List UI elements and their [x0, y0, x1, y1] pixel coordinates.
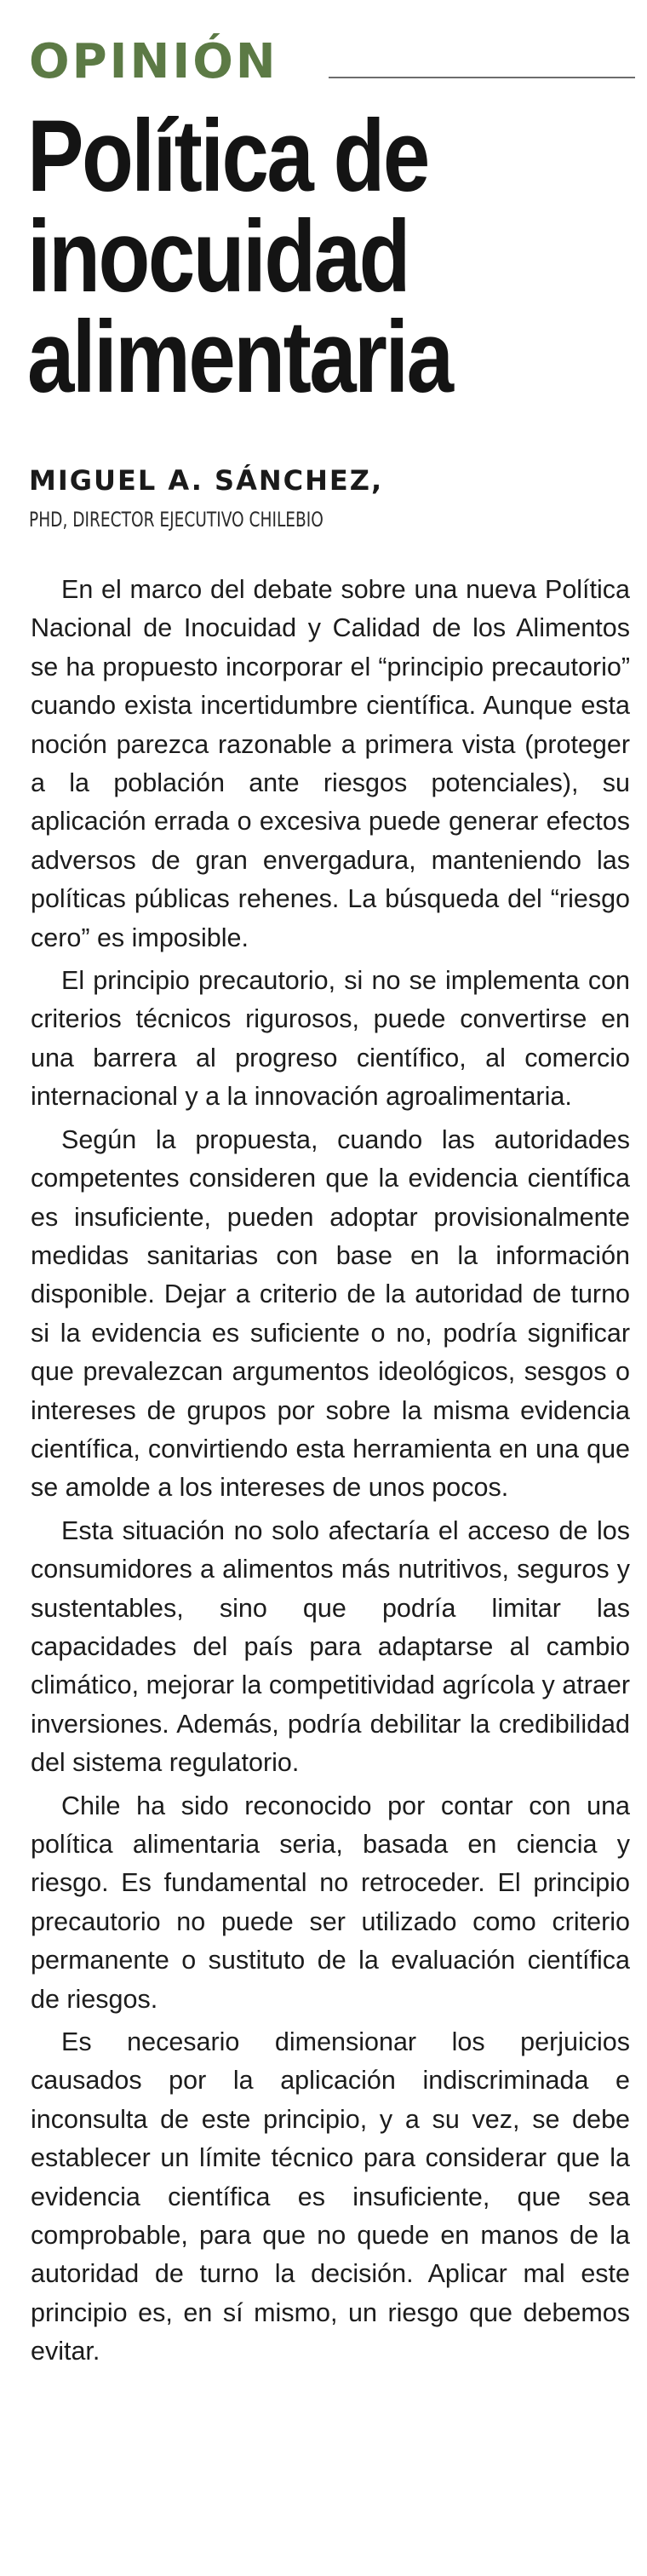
section-divider [329, 77, 635, 78]
body-paragraph: El principio precautorio, si no se implementa con criterios técnicos rigurosos, puede convertirse en una barrera al progreso científico, al comercio internacional y a la innovación agroalimentaria. [31, 966, 630, 1112]
author-name: MIGUEL A. SÁNCHEZ, [29, 464, 384, 497]
author-title: PHD, DIRECTOR EJECUTIVO CHILEBIO [29, 508, 324, 532]
body-paragraph: Esta situación no solo afectaría el acceso de los consumidores a alimentos más nutritivos, seguros y sustentables, sino que podría limitar las capacidades del país para adaptarse al cambio climático, mejorar la competitividad agrícola y atraer inversiones. Además, podría debilitar la credibilidad del sistema regulatorio. [31, 1515, 630, 1778]
body-paragraph: En el marco del debate sobre una nueva Política Nacional de Inocuidad y Calidad de los Alimentos se ha propuesto incorporar el “principio precautorio” cuando exista incertidumbre científica. Aunque esta noción parezca razonable a primera vista (proteger a la población ante riesgos potenciales), su aplicación errada o excesiva puede generar efectos adversos de gran envergadura, manteniendo las políticas públicas rehenes. La búsqueda del “riesgo cero” es imposible. [31, 575, 630, 952]
headline-line-3: alimentaria [27, 300, 452, 414]
body-paragraph: Según la propuesta, cuando las autoridades competentes consideren que la evidencia científica es insuficiente, pueden adoptar provisionalmente medidas sanitarias con base en la información disponible. Dejar a criterio de la autoridad de turno si la evidencia es suficiente o no, podría significar que prevalezcan argumentos ideológicos, sesgos o intereses de grupos por sobre la misma evidencia científica, convirtiendo esta herramienta en una que se amolde a los intereses de unos pocos. [31, 1124, 630, 1503]
headline-line-1: Política de [27, 99, 428, 213]
article-body [31, 571, 630, 2376]
section-label: OPINIÓN [29, 34, 278, 89]
headline-line-2: inocuidad [27, 199, 409, 313]
article-headline [27, 99, 515, 414]
section-header [29, 32, 635, 92]
body-paragraph: Es necesario dimensionar los perjuicios causados por la aplicación indiscriminada e inconsulta de este principio, y a su vez, se debe establecer un límite técnico para considerar que la evidencia científica es insuficiente, que sea comprobable, para que no quede en manos de la autoridad de turno la decisión. Aplicar mal este principio es, en sí mismo, un riesgo que debemos evitar. [31, 2027, 630, 2366]
body-paragraph: Chile ha sido reconocido por contar con una política alimentaria seria, basada en ciencia y riesgo. Es fundamental no retroceder. El principio precautorio no puede ser utilizado como criterio permanente o sustituto de la evaluación científica de riesgos. [31, 1791, 630, 2014]
